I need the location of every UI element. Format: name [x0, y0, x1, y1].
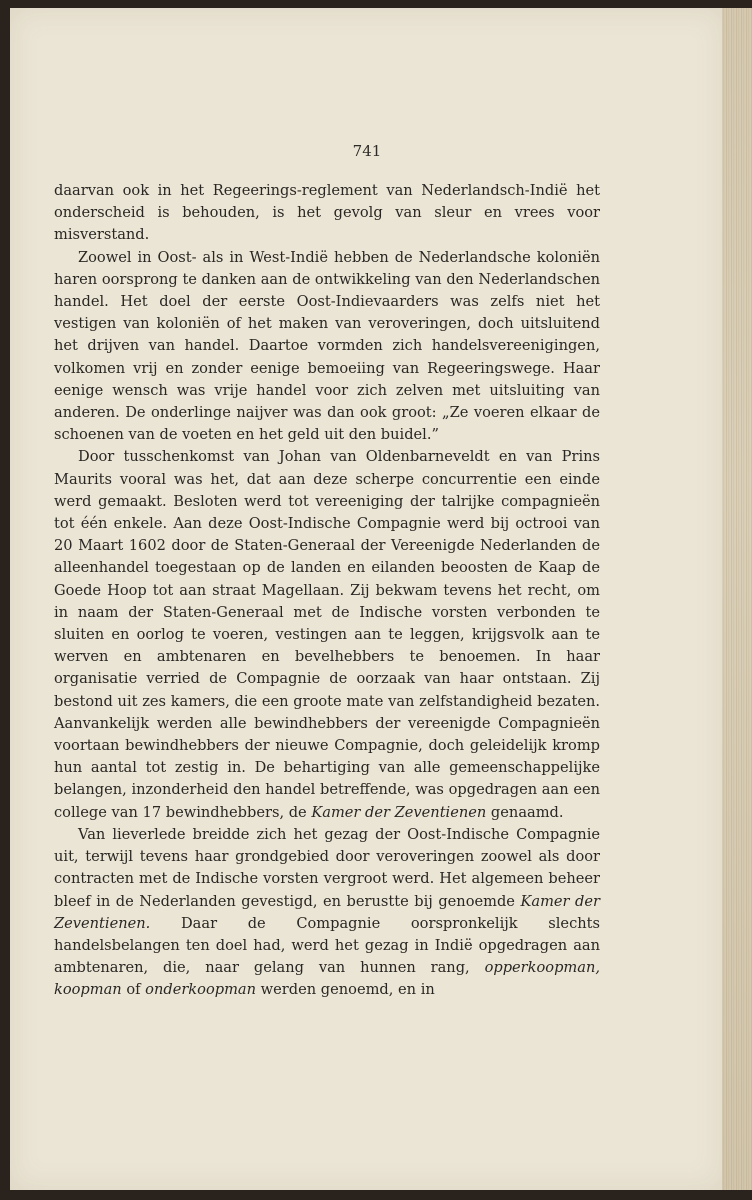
paragraph-3	[54, 446, 600, 823]
italic-text-segment: Kamer der Zeventienen	[311, 803, 487, 821]
text-segment: genaamd.	[486, 803, 564, 821]
text-segment: daarvan ook in het Regeerings-reglement van Nederlandsch-Indië het onderscheid is behouden, is het gevolg van sleur en vrees voor misverstand.	[54, 182, 600, 244]
italic-text-segment: onderkoopman	[145, 981, 257, 999]
italic-text-segment: koopman	[54, 981, 122, 999]
text-segment: Zoowel in Oost- als in West-Indië hebben de Nederlandsche koloniën haren oorsprong te danken aan de ontwikkeling van den Nederlandschen handel. Het doel der eerste Oost-Indievaarders was zelfs niet het vestigen van koloniën of het maken van veroveringen, doch uitsluitend het drijven van handel. Daartoe vormden zich handelsvereenigingen, volkomen vrij en zonder eenige bemoeiing van Regeeringswege. Haar eenige wensch was vrije handel voor zich zelven met uitsluiting van anderen. De onderlinge naijver was dan ook groot: „Ze voeren elkaar de schoenen van de voeten en het geld uit den buidel.”	[54, 248, 600, 444]
body-text	[54, 180, 600, 1002]
paragraph-4	[54, 824, 600, 1002]
paragraph-1	[54, 180, 600, 247]
text-segment: of	[121, 981, 146, 999]
italic-text-segment: opperkoopman,	[484, 959, 600, 977]
text-segment: Door tusschenkomst van Johan van Oldenbarneveldt en van Prins Maurits vooral was het, dat aan deze scherpe concurrentie een einde werd gemaakt. Besloten werd tot vereeniging der talrijke compagnieën tot één enkele. Aan deze Oost-Indische Compagnie werd bij octrooi van 20 Maart 1602 door de Staten-Generaal der Vereenigde Nederlanden de alleenhandel toegestaan op de landen en eilanden beoosten de Kaap de Goede Hoop tot aan straat Magellaan. Zij bekwam tevens het recht, om in naam der Staten-Generaal met de Indische vorsten verbonden te sluiten en oorlog te voeren, vestingen aan te leggen, krijgsvolk aan te werven en ambtenaren en bevelhebbers te benoemen. In haar organisatie verried de Compagnie de oorzaak van haar ontstaan. Zij bestond uit zes kamers, die een groote mate van zelfstandigheid bezaten. Aanvankelijk werden alle bewindhebbers der vereenigde Compagnieën voortaan bewindhebbers der nieuwe Compagnie, doch geleidelijk kromp hun aantal tot zestig in. De behartiging van alle gemeenschappelijke belangen, inzonderheid den handel betreffende, was opgedragen aan een college van 17 bewindhebbers, de	[54, 448, 600, 821]
text-segment: werden genoemd, en in	[256, 981, 435, 999]
page-edge-shading	[722, 8, 752, 1190]
text-segment: Daar de Compagnie oorspronkelijk slechts handelsbelangen ten doel had, werd het gezag in Indië opgedragen aan ambtenaren, die, naar gelang van hunnen rang,	[54, 914, 600, 977]
page-stack-edge	[722, 8, 752, 1190]
paragraph-2	[54, 247, 600, 447]
page-number: 741	[352, 142, 382, 160]
book-page	[10, 8, 724, 1190]
text-segment: Van lieverlede breidde zich het gezag der Oost-Indische Compagnie uit, terwijl tevens haar grondgebied door veroveringen zoowel als door contracten met de Indische vorsten vergroot werd. Het algemeen beheer bleef in de Nederlanden gevestigd, en berustte bij genoemde	[54, 825, 600, 910]
italic-text-segment: Kamer der Zeventienen.	[54, 892, 600, 932]
